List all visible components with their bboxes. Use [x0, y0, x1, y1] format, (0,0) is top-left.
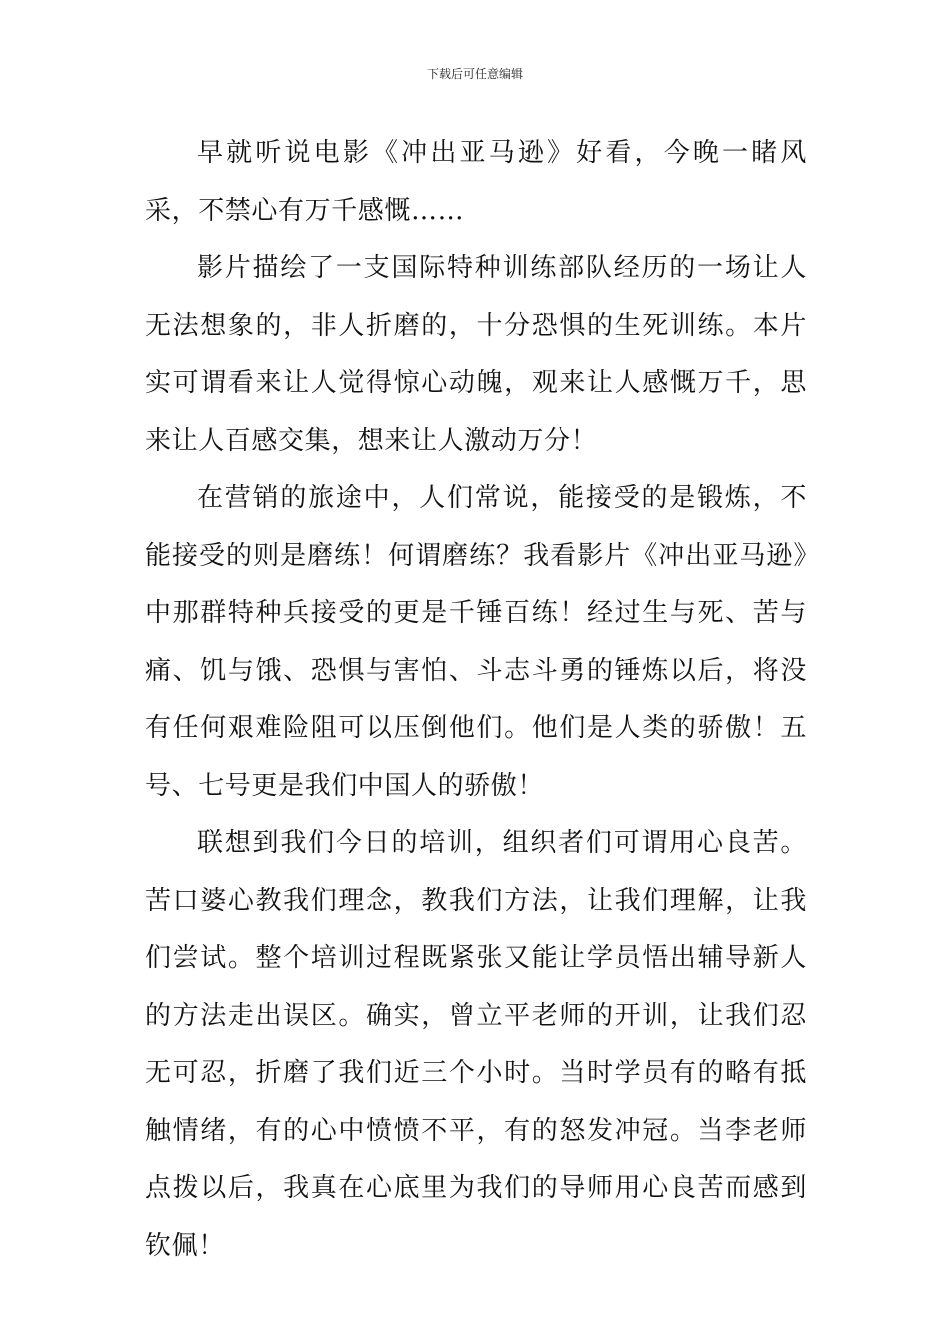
document-body [145, 125, 807, 1275]
paragraph-2: 影片描绘了一支国际特种训练部队经历的一场让人无法想象的，非人折磨的，十分恐惧的生死训练。本片实可谓看来让人觉得惊心动魄，观来让人感慨万千，思来让人百感交集，想来让人激动万分！ [145, 253, 807, 456]
paragraph-4: 联想到我们今日的培训，组织者们可谓用心良苦。苦口婆心教我们理念，教我们方法，让我们理解，让我们尝试。整个培训过程既紧张又能让学员悟出辅导新人的方法走出误区。确实，曾立平老师的开训，让我们忍无可忍，折磨了我们近三个小时。当时学员有的略有抵触情绪，有的心中愤愤不平，有的怒发冲冠。当李老师点拨以后，我真在心底里为我们的导师用心良苦而感到钦佩！ [145, 828, 807, 1261]
paragraph-1: 早就听说电影《冲出亚马逊》好看，今晚一睹风采，不禁心有万千感慨…… [145, 138, 807, 226]
page-header: 下载后可任意编辑 [426, 67, 523, 81]
paragraph-3: 在营销的旅途中，人们常说，能接受的是锻炼，不能接受的则是磨练！何谓磨练？我看影片《冲出亚马逊》中那群特种兵接受的更是千锤百练！经过生与死、苦与痛、饥与饿、恐惧与害怕、斗志斗勇的锤炼以后，将没有任何艰难险阻可以压倒他们。他们是人类的骄傲！五号、七号更是我们中国人的骄傲！ [145, 483, 807, 801]
